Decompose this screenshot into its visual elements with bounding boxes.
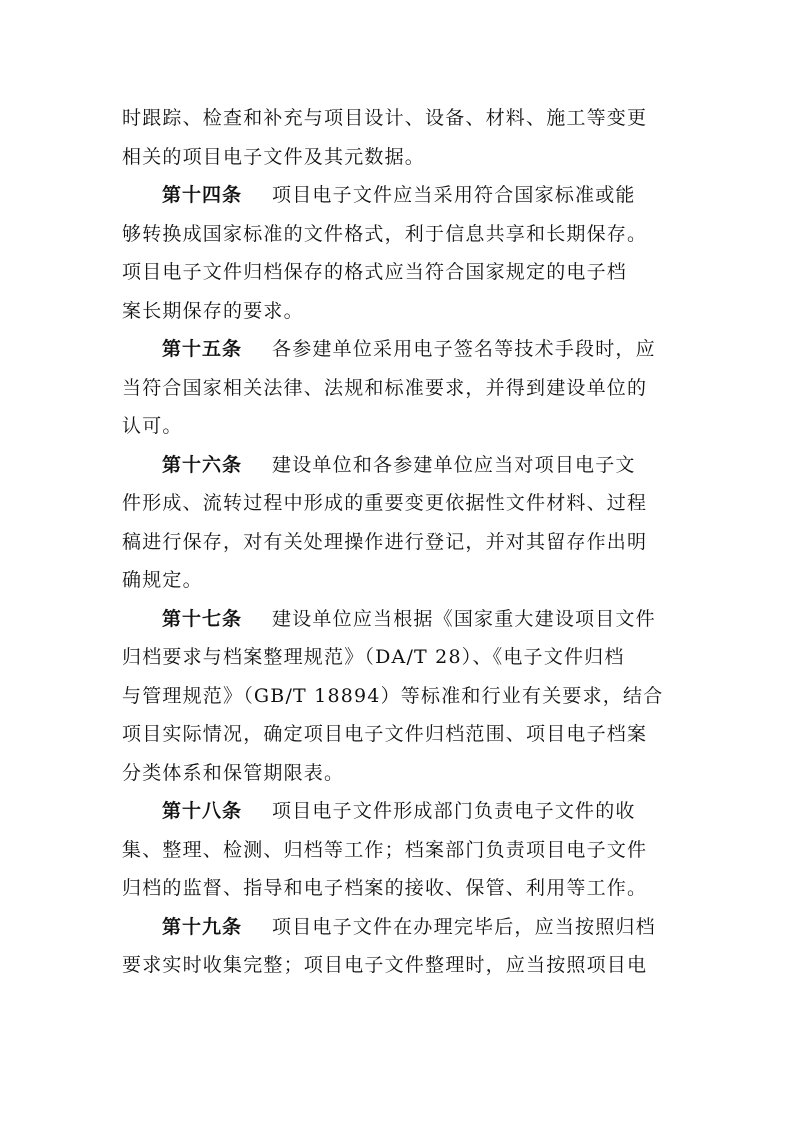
text-line: 要求实时收集完整；项目电子文件整理时，应当按照项目电 bbox=[122, 954, 648, 976]
article-18 bbox=[122, 792, 677, 908]
text-line: 集、整理、检测、归档等工作；档案部门负责项目电子文件 bbox=[122, 838, 648, 861]
article-heading: 第十五条 bbox=[162, 338, 243, 360]
text-span: 建设单位应当根据《国家重大建设项目文件 bbox=[272, 607, 656, 630]
text-line bbox=[122, 330, 677, 369]
article-heading: 第十八条 bbox=[162, 800, 243, 822]
article-heading: 第十九条 bbox=[162, 915, 243, 938]
text-line bbox=[122, 792, 677, 831]
text-line bbox=[122, 600, 677, 639]
text-line: 稿进行保存，对有关处理操作进行登记，并对其留存作出明 bbox=[122, 530, 648, 553]
paragraph-continuation bbox=[122, 99, 677, 176]
text-span: 项目电子文件应当采用符合国家标准或能 bbox=[272, 184, 636, 206]
text-span: 项目电子文件在办理完毕后，应当按照归档 bbox=[272, 915, 656, 938]
text-line: 时跟踪、检查和补充与项目设计、设备、材料、施工等变更 bbox=[122, 107, 648, 129]
text-line: 够转换成国家标准的文件格式，利于信息共享和长期保存。 bbox=[122, 222, 648, 245]
text-line: 确规定。 bbox=[122, 569, 203, 591]
text-line bbox=[122, 176, 677, 215]
article-15 bbox=[122, 330, 677, 446]
text-line: 相关的项目电子文件及其元数据。 bbox=[122, 145, 426, 168]
text-span: 项目电子文件形成部门负责电子文件的收 bbox=[272, 800, 636, 822]
document-body bbox=[122, 99, 677, 985]
article-heading: 第十六条 bbox=[162, 453, 243, 476]
text-line: 项目实际情况，确定项目电子文件归档范围、项目电子档案 bbox=[122, 723, 648, 745]
text-line bbox=[122, 446, 677, 485]
text-line: 项目电子文件归档保存的格式应当符合国家规定的电子档 bbox=[122, 261, 628, 283]
article-16 bbox=[122, 446, 677, 600]
text-span: 各参建单位采用电子签名等技术手段时，应 bbox=[272, 338, 656, 360]
text-line: 归档要求与档案整理规范》（DA/T 28）、《电子文件归档 bbox=[122, 646, 625, 668]
text-line: 认可。 bbox=[122, 415, 183, 437]
article-17 bbox=[122, 600, 677, 793]
text-line: 与管理规范》（GB/T 18894）等标准和行业有关要求，结合 bbox=[122, 684, 664, 707]
article-heading: 第十四条 bbox=[162, 184, 243, 206]
text-span: 建设单位和各参建单位应当对项目电子文 bbox=[272, 453, 636, 476]
text-line: 分类体系和保管期限表。 bbox=[122, 761, 345, 784]
article-14 bbox=[122, 176, 677, 330]
article-19 bbox=[122, 908, 677, 985]
article-heading: 第十七条 bbox=[162, 607, 243, 630]
text-line: 归档的监督、指导和电子档案的接收、保管、利用等工作。 bbox=[122, 877, 648, 899]
text-line bbox=[122, 908, 677, 947]
text-line: 案长期保存的要求。 bbox=[122, 299, 304, 322]
text-line: 件形成、流转过程中形成的重要变更依据性文件材料、过程 bbox=[122, 492, 648, 514]
text-line: 当符合国家相关法律、法规和标准要求，并得到建设单位的 bbox=[122, 376, 648, 399]
